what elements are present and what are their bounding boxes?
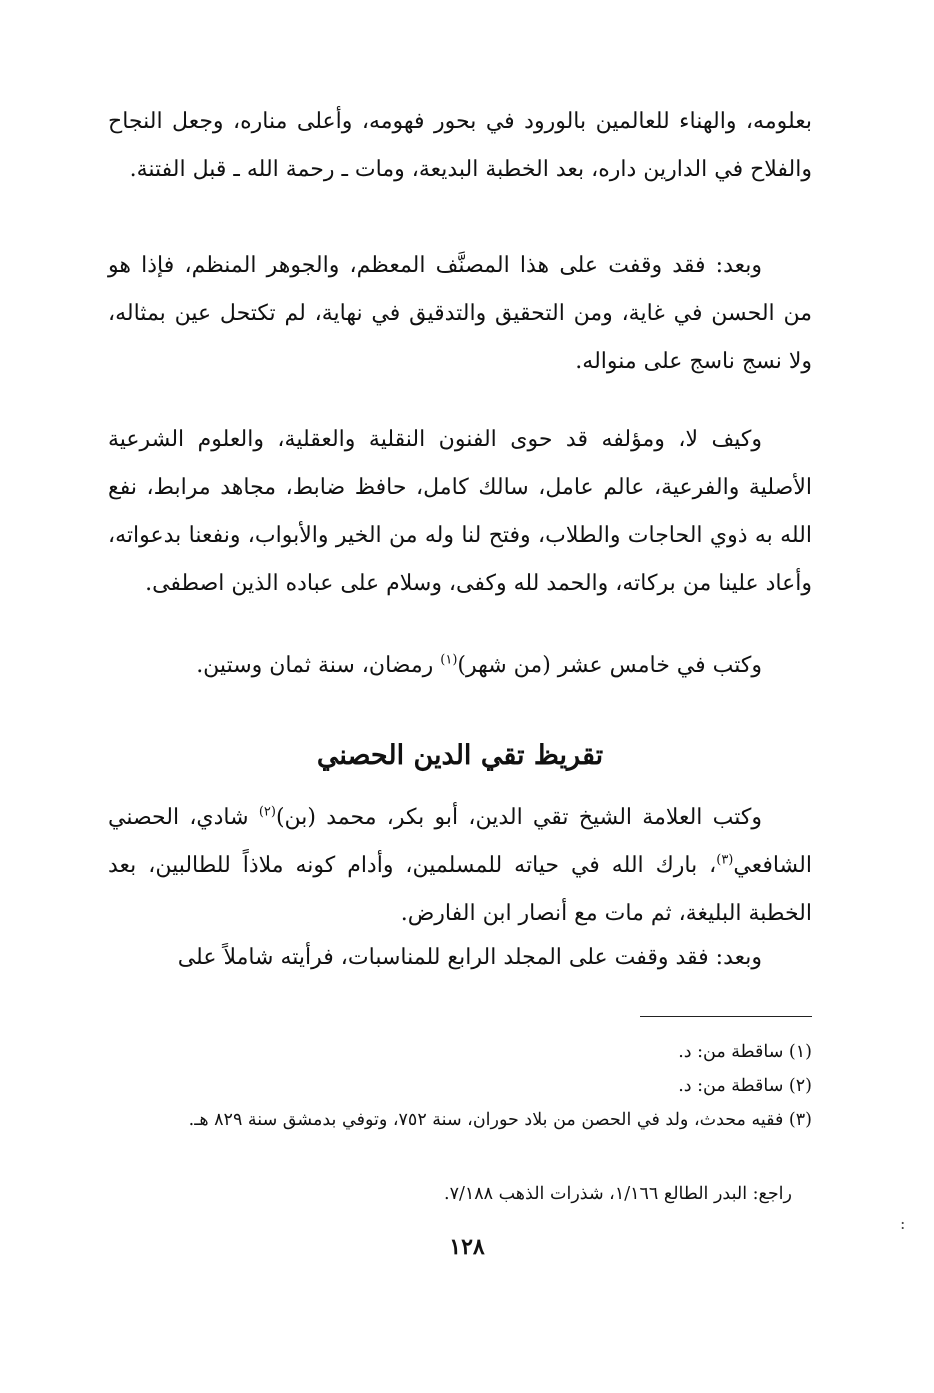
hisni-text-middle: شادي، الحصني الشافعي: [108, 805, 812, 878]
paragraph-wabad-volume: وبعد: فقد وقفت على المجلد الرابع للمناسبات، فرأيته شاملاً على: [177, 945, 762, 970]
footnote-marker-2: (٢): [258, 804, 276, 820]
paragraph-author-praise: وكيف لا، ومؤلفه قد حوى الفنون النقلية والعقلية، والعلوم الشرعية الأصلية والفرعية، عالم عامل، سالك كامل، حافظ ضابط، مجاهد مرابط، نفع الله به ذوي الحاجات والطلاب، وفتح لنا وله من الخير والأبواب، ونفعنا بدعواته، وأعاد علينا من بركاته، والحمد لله وكفى، وسلام على عباده الذين اصطفى.: [108, 427, 812, 596]
date-text-start: وكتب في خامس عشر (من شهر): [457, 653, 762, 678]
paragraph-hisni-intro: [108, 794, 812, 938]
section-heading: تقريظ تقي الدين الحصني: [316, 740, 604, 771]
paragraph-date: [108, 642, 812, 690]
date-text-end: رمضان، سنة ثمان وستين.: [196, 653, 441, 678]
footnote-divider: [640, 1016, 812, 1017]
hisni-text-end: ، بارك الله في حياته للمسلمين، وأدام كونه ملاذاً للطالبين، بعد الخطبة البليغة، ثم مات مع أنصار ابن الفارض.: [108, 853, 812, 926]
footnote-3-reference: راجع: البدر الطالع ١/١٦٦، شذرات الذهب ٧/١٨٨.: [443, 1184, 792, 1204]
footnote-1: (١) ساقطة من: د.: [678, 1042, 812, 1062]
footnote-marker-3: (٣): [716, 852, 734, 868]
hisni-text-start: وكتب العلامة الشيخ تقي الدين، أبو بكر، محمد (بن): [275, 805, 763, 830]
margin-mark: :: [900, 1214, 906, 1233]
footnote-3: (٣) فقيه محدث، ولد في الحصن من بلاد حوران، سنة ٧٥٢، وتوفي بدمشق سنة ٨٢٩ هـ.: [188, 1110, 812, 1130]
page-number: ١٢٨: [449, 1234, 485, 1260]
footnote-2: (٢) ساقطة من: د.: [678, 1076, 812, 1096]
paragraph-wabad: وبعد: فقد وقفت على هذا المصنَّف المعظم، والجوهر المنظم، فإذا هو من الحسن في غاية، ومن التحقيق والتدقيق في نهاية، لم تكتحل عين بمثاله، ولا نسج ناسج على منواله.: [108, 253, 812, 374]
footnote-marker-1: (١): [440, 652, 458, 668]
paragraph-continuation: بعلومه، والهناء للعالمين بالورود في بحور فهومه، وأعلى مناره، وجعل النجاح والفلاح في الدارين داره، بعد الخطبة البديعة، ومات ـ رحمة الله ـ قبل الفتنة.: [108, 109, 812, 182]
